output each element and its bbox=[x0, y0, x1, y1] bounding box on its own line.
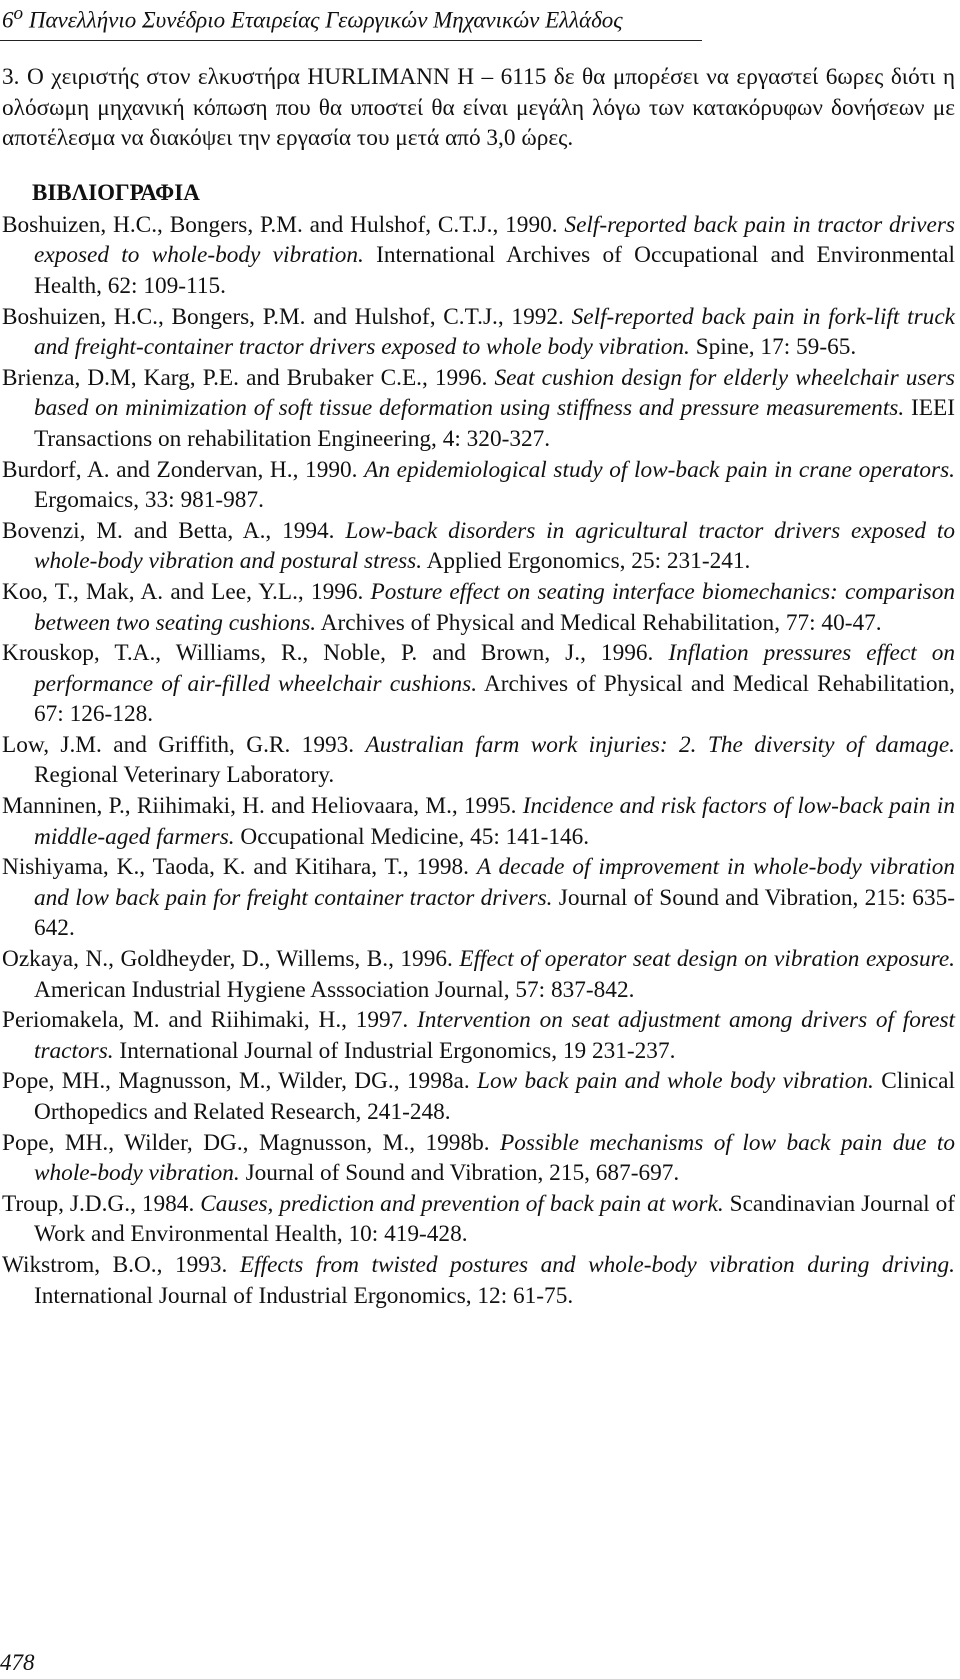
reference-authors: Bovenzi, M. and Betta, A., 1994. bbox=[2, 517, 346, 544]
conference-ordinal-superscript: ο bbox=[13, 3, 24, 24]
reference-entry bbox=[2, 1066, 955, 1127]
reference-title: Incidence and risk factors of low-back pain in middle-aged farmers. bbox=[34, 793, 955, 850]
reference-title: Intervention on seat adjustment among drivers of forest tractors. bbox=[34, 1007, 955, 1064]
reference-entry bbox=[2, 638, 955, 730]
reference-source: IEEI Transactions on rehabilitation Engineering, 4: 320-327. bbox=[34, 395, 955, 452]
reference-source: Spine, 17: 59-65. bbox=[689, 334, 857, 361]
reference-source: Archives of Physical and Medical Rehabilitation, 77: 40-47. bbox=[316, 609, 882, 636]
reference-authors: Troup, J.D.G., 1984. bbox=[2, 1190, 201, 1217]
running-header bbox=[0, 0, 702, 41]
reference-authors: Koo, T., Mak, A. and Lee, Y.L., 1996. bbox=[2, 578, 371, 605]
reference-title: Low-back disorders in agricultural tractor drivers exposed to whole-body vibration and postural stress. bbox=[34, 517, 955, 575]
reference-authors: Periomakela, M. and Riihimaki, H., 1997. bbox=[2, 1007, 417, 1034]
reference-source: Clinical Orthopedics and Related Research, 241-248. bbox=[34, 1068, 955, 1125]
reference-authors: Pope, MH., Magnusson, M., Wilder, DG., 1998a. bbox=[2, 1068, 478, 1095]
reference-source: Journal of Sound and Vibration, 215: 635-642. bbox=[34, 884, 955, 942]
reference-authors: Pope, MH., Wilder, DG., Magnusson, M., 1998b. bbox=[2, 1129, 501, 1156]
body-text bbox=[2, 62, 955, 1311]
reference-source: Journal of Sound and Vibration, 215, 687-697. bbox=[239, 1160, 680, 1187]
reference-entry bbox=[2, 791, 955, 852]
reference-authors: Burdorf, A. and Zondervan, H., 1990. bbox=[2, 456, 365, 483]
reference-source: Occupational Medicine, 45: 141-146. bbox=[234, 823, 590, 850]
reference-title: Possible mechanisms of low back pain due to whole-body vibration. bbox=[34, 1129, 956, 1187]
reference-authors: Krouskop, T.A., Williams, R., Noble, P. and Brown, J., 1996. bbox=[2, 640, 669, 667]
reference-title: Effects from twisted postures and whole-body vibration during driving. bbox=[239, 1251, 955, 1278]
reference-title: Effect of operator seat design on vibration exposure. bbox=[459, 946, 956, 973]
reference-entry bbox=[2, 302, 955, 363]
reference-authors: Nishiyama, K., Taoda, K. and Kitihara, T., 1998. bbox=[2, 854, 477, 881]
reference-authors: Boshuizen, H.C., Bongers, P.M. and Hulshof, C.T.J., 1990. bbox=[2, 211, 565, 238]
reference-entry bbox=[2, 455, 955, 516]
reference-source: Scandinavian Journal of Work and Environmental Health, 10: 419-428. bbox=[34, 1190, 956, 1248]
reference-title: Self-reported back pain in fork-lift truck and freight-container tractor drivers exposed to whole body vibration. bbox=[34, 303, 955, 361]
reference-authors: Wikstrom, B.O., 1993. bbox=[2, 1251, 240, 1278]
reference-title: Low back pain and whole body vibration. bbox=[477, 1068, 874, 1095]
reference-source: International Archives of Occupational and Environmental Health, 62: 109-115. bbox=[34, 242, 955, 299]
reference-entry bbox=[2, 1128, 955, 1189]
reference-title: An epidemiological study of low-back pain in crane operators. bbox=[364, 456, 956, 483]
reference-source: Regional Veterinary Laboratory. bbox=[34, 762, 335, 789]
reference-entry bbox=[2, 516, 955, 577]
item-text: Ο χειριστής στον ελκυστήρα HURLIMANN H – 6115 δε θα μπορέσει να εργαστεί 6ωρες διότι η ολόσωμη μηχανική κόπωση που θα υποστεί θα είναι μεγάλη λόγω των κατακόρυφων δονήσεων με αποτέλεσμα να διακόψει την εργασία του μετά από 3,0 ώρες. bbox=[2, 64, 955, 152]
reference-title: Causes, prediction and prevention of back pain at work. bbox=[200, 1190, 724, 1217]
reference-source: Applied Ergonomics, 25: 231-241. bbox=[422, 548, 751, 575]
reference-entry bbox=[2, 1005, 955, 1066]
reference-list bbox=[2, 210, 955, 1311]
reference-entry bbox=[2, 363, 955, 455]
references-heading: ΒΙΒΛΙΟΓΡΑΦΙΑ bbox=[32, 179, 200, 205]
reference-source: Archives of Physical and Medical Rehabilitation, 67: 126-128. bbox=[34, 670, 955, 728]
reference-authors: Low, J.M. and Griffith, G.R. 1993. bbox=[2, 731, 366, 758]
conference-number: 6 bbox=[2, 7, 14, 33]
reference-title: Posture effect on seating interface biomechanics: comparison between two seating cushions. bbox=[34, 578, 955, 636]
conference-title: Πανελλήνιο Συνέδριο Εταιρείας Γεωργικών Μηχανικών Ελλάδος bbox=[23, 7, 623, 33]
reference-entry bbox=[2, 577, 955, 638]
reference-source: Ergomaics, 33: 981-987. bbox=[34, 487, 264, 514]
reference-authors: Boshuizen, H.C., Bongers, P.M. and Hulshof, C.T.J., 1992. bbox=[2, 303, 572, 330]
reference-entry bbox=[2, 1189, 955, 1250]
conclusion-item-3 bbox=[2, 62, 955, 154]
reference-source: International Journal of Industrial Ergonomics, 19 231-237. bbox=[113, 1037, 676, 1064]
reference-entry bbox=[2, 210, 955, 302]
reference-title: Self-reported back pain in tractor drivers exposed to whole-body vibration. bbox=[34, 211, 955, 269]
reference-authors: Ozkaya, N., Goldheyder, D., Willems, B., 1996. bbox=[2, 946, 460, 973]
reference-entry bbox=[2, 944, 955, 1005]
item-number: 3. bbox=[2, 64, 20, 90]
reference-entry bbox=[2, 852, 955, 944]
reference-authors: Manninen, P., Riihimaki, H. and Heliovaara, M., 1995. bbox=[2, 793, 523, 820]
reference-title: Inflation pressures effect on performance of air-filled wheelchair cushions. bbox=[34, 640, 956, 697]
page-number: 478 bbox=[0, 1650, 35, 1675]
reference-source: American Industrial Hygiene Asssociation Journal, 57: 837-842. bbox=[34, 976, 635, 1003]
reference-source: International Journal of Industrial Ergonomics, 12: 61-75. bbox=[34, 1282, 574, 1309]
reference-authors: Brienza, D.M, Karg, P.E. and Brubaker C.E., 1996. bbox=[2, 364, 495, 391]
reference-title: Australian farm work injuries: 2. The diversity of damage. bbox=[365, 731, 955, 758]
reference-entry bbox=[2, 730, 955, 791]
reference-title: A decade of improvement in whole-body vibration and low back pain for freight container tractor drivers. bbox=[34, 854, 955, 911]
reference-title: Seat cushion design for elderly wheelchair users based on minimization of soft tissue deformation using stiffness and pressure measurements. bbox=[34, 364, 955, 422]
reference-entry bbox=[2, 1250, 955, 1311]
